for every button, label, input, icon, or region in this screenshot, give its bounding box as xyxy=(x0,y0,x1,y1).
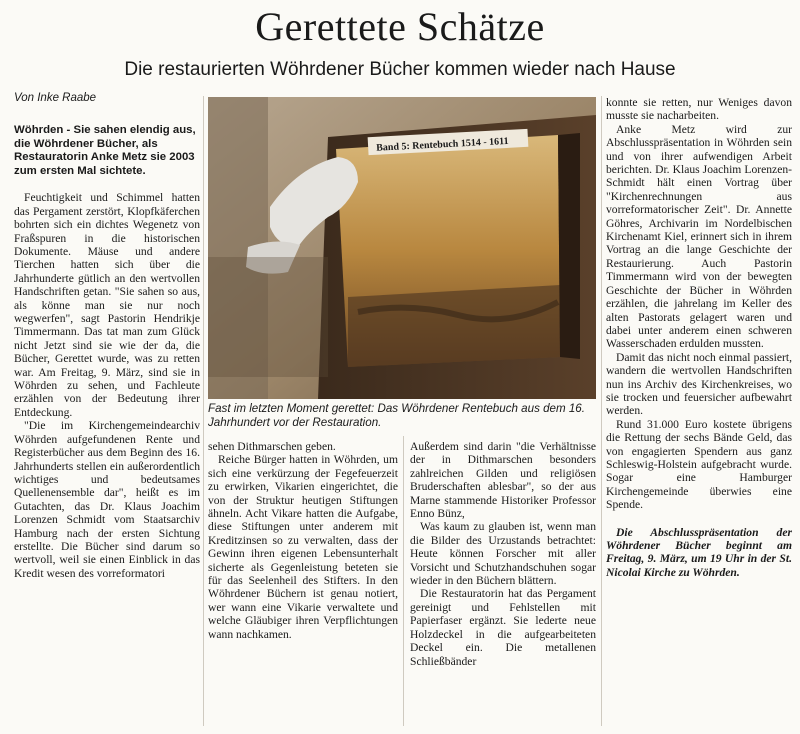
article-column-4 xyxy=(606,96,792,726)
lead-paragraph xyxy=(14,124,200,178)
headline: Gerettete Schätze xyxy=(255,4,545,49)
closing-note: Die Abschlusspräsentation der Wöhrdener Bücher beginnt am Freitag, 9. März, um 19 Uhr in der St. Nicolai Kirche zu Wöhrden. xyxy=(606,525,792,579)
article-column-1 xyxy=(14,124,200,726)
byline: Von Inke Raabe xyxy=(14,92,97,104)
body-paragraph: konnte sie retten, nur Weniges davon musste sie nacharbeiten. xyxy=(606,96,792,123)
book-photo-illustration xyxy=(208,97,596,399)
body-paragraph: Anke Metz wird zur Abschlusspräsentation in Wöhrden sein und von ihrer aufwendigen Arbeit berichten. Dr. Klaus Joachim Lorenzen-Schmidt hält einen Vortrag über "Kirchenrechnungen aus vorreformatorischer Zeit". Dr. Annette Göhres, Archivarin im Nordelbischen Kirchenamt Kiel, erinnert sich in ihrem Vortrag an die lange Geschichte der Restaurierung. Auch Pastorin Timmermann wird von der bewegten Geschichte der Bücher in Wöhrden erzählen, die jahrelang im Keller des alten Pastorats gelagert waren und dabei unter anderem einen schweren Wasserschaden erdulden mussten. xyxy=(606,122,792,351)
body-paragraph: Reiche Bürger hatten in Wöhrden, um sich eine verkürzung der Fegefeuerzeit zu erwirken, Vikarien eingerichtet, die von der Struktur heutigen Stiftungen ähneln. Acht Vikare hatten die Aufgabe, diese Stiftungen unter anderem mit Kreditzinsen so zu verwalten, dass der Gewinn ihren eigenen Lebensunterhalt sicherte als Gegenleistung beteten sie für das Seelenheil des Stifters. In den Wöhrdener Büchern ist genau notiert, wer wann eine Vikarie verwaltete und welche Gläubiger ihren Verpflichtungen wann nachkamen. xyxy=(208,453,398,641)
body-paragraph: "Die im Kirchengemeindearchiv Wöhrden aufgefundenen Rente und Registerbücher aus dem Beginn des 16. Jahrhunderts stellen ein außerordentlich wichtiges und bedeutsames Quellenensemble dar", heißt es im Gutachten, das Dr. Klaus Joachim Lorenzen Schmidt vom Staatsarchiv Hamburg nach der ersten Sichtung erstellte. Die Bücher sind darum so wertvoll, weil sie einen Einblick in das Kredit wesen des vorreformatori xyxy=(14,419,200,580)
body-paragraph: sehen Dithmarschen geben. xyxy=(208,440,336,453)
article-column-3 xyxy=(410,440,596,730)
article-column-2 xyxy=(208,440,398,730)
book-photo xyxy=(208,97,596,399)
subheadline: Die restaurierten Wöhrdener Bücher kommen wieder nach Hause xyxy=(124,59,676,80)
column-rule xyxy=(403,436,404,726)
body-paragraph: Rund 31.000 Euro kostete übrigens die Rettung der sechs Bände Geld, das von engagierten Spendern aus ganz Schleswig-Holstein aufgebracht wurde. Sogar eine Hamburger Kirchengemeinde überwies eine Spende. xyxy=(606,417,792,512)
body-paragraph: Feuchtigkeit und Schimmel hatten das Pergament zerstört, Klopfkäferchen bohrten sich ein dichtes Wegenetz von Fraßspuren in die historischen Dokumente. Mäuse und andere Tierchen hatten sich über die Jahrhunderte gütlich an den wertvollen Handschriften getan. "Sie sahen so aus, als könne man sie nur noch wegwerfen", sagt Pastorin Hendrikje Timmermann. Das tat man zum Glück nicht Jetzt sind sie wie der da, die Bücher, Gerettet wurde, was zu retten war. Am Freitag, 9. März, sind sie in Wöhrden zu sehen, und Fachleute erzählen von der Bedeutung ihrer Entdeckung. xyxy=(14,191,200,419)
column-rule xyxy=(601,96,602,726)
body-paragraph: Außerdem sind darin "die Verhältnisse der in Dithmarschen besonders zahlreichen Gilden und religiösen Bruderschaften ablesbar", so der aus Marne stammende Historiker Professor Enno Bünz, xyxy=(410,440,596,521)
body-paragraph: Damit das nicht noch einmal passiert, wandern die wertvollen Handschriften nun ins Archiv des Kirchenkreises, wo sie trocken und feuersicher aufbewahrt werden. xyxy=(606,350,792,418)
body-paragraph: Die Restauratorin hat das Pergament gereinigt und Fehlstellen mit Papierfaser ergänzt. Sie lederte neue Holzdeckel in die aufgearbeiteten Deckel ein. Die metallenen Schließbänder xyxy=(410,587,596,668)
book-spine-label: Band 5: Rentebuch 1514 - 1611 xyxy=(375,135,509,154)
column-rule xyxy=(203,96,204,726)
photo-caption: Fast im letzten Moment gerettet: Das Wöhrdener Rentebuch aus dem 16. Jahrhundert vor der Restauration. xyxy=(208,402,585,429)
lead-text: Wöhrden - Sie sahen elendig aus, die Wöhrdener Bücher, als Restauratorin Anke Metz sie 2003 zum ersten Mal sichtete. xyxy=(14,124,196,177)
body-paragraph: Was kaum zu glauben ist, wenn man die Bilder des Urzustands betrachtet: Heute können Forscher mit aller Vorsicht und Schutzhandschuhen sogar wieder in den Büchern blättern. xyxy=(410,520,596,588)
